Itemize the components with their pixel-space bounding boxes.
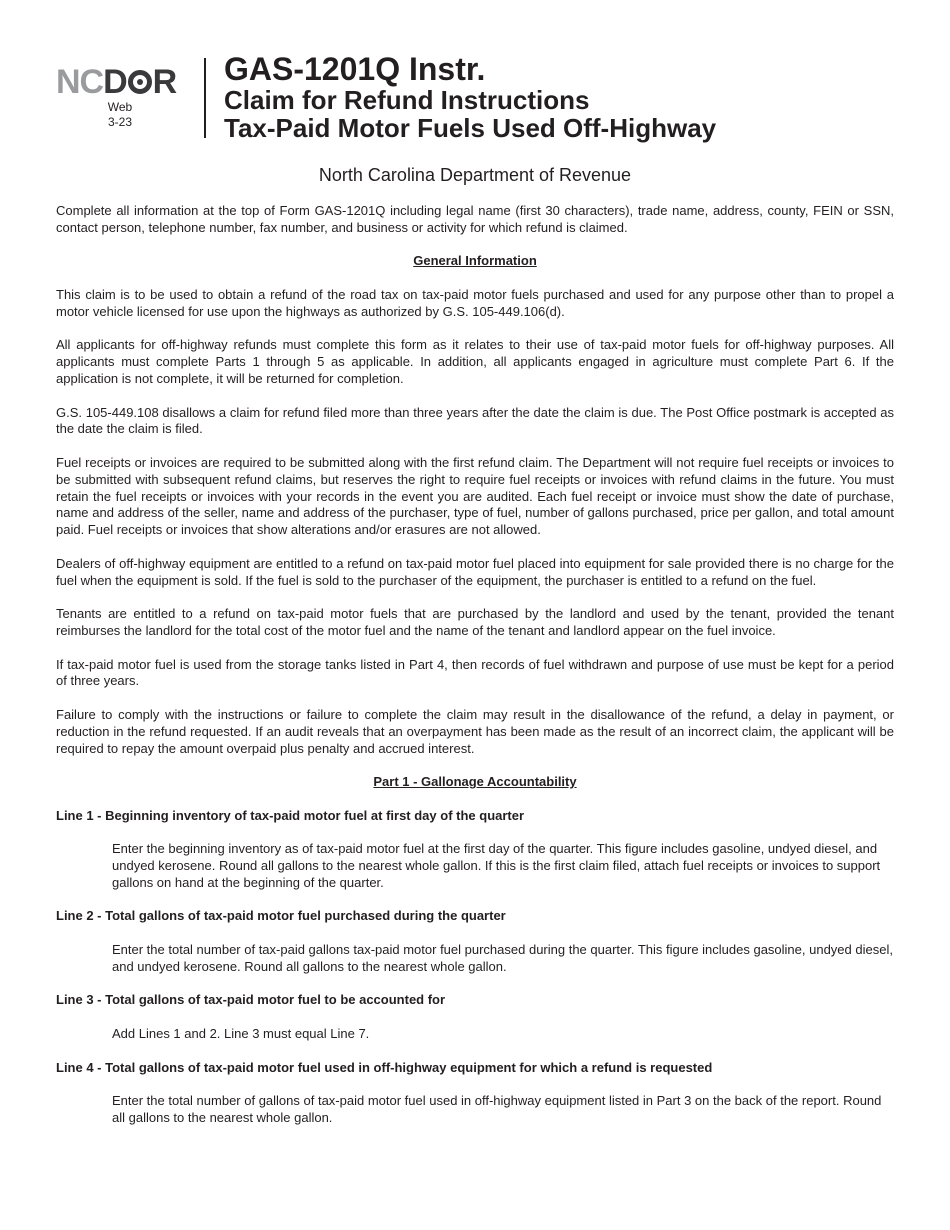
revision-label	[106, 100, 134, 130]
general-paragraph: All applicants for off-highway refunds must complete this form as it relates to their use of tax-paid motor fuels for off-highway purposes. All applicants must complete Parts 1 through 5 as applicable. In addition, all applicants engaged in agriculture must complete Part 6. If the application is not complete, it will be returned for completion.	[56, 337, 894, 386]
general-paragraph: Failure to comply with the instructions or failure to complete the claim may result in the disallowance of the refund, a delay in payment, or reduction in the refund requested. If an audit reveals that an overpayment has been made as the result of an incorrect claim, the applicant will be required to repay the amount overpaid plus penalty and accrued interest.	[56, 706, 894, 756]
general-paragraph: Tenants are entitled to a refund on tax-paid motor fuels that are purchased by the landlord and used by the tenant, provided the tenant reimburses the landlord for the total cost of the motor fuel and the name of the tenant and landlord appear on the fuel invoice.	[56, 606, 894, 638]
logo-nc: NC	[56, 63, 104, 101]
title-block	[224, 52, 716, 142]
line-3-text: Add Lines 1 and 2. Line 3 must equal Line 7.	[112, 1026, 370, 1042]
logo-wordmark	[56, 63, 186, 101]
line-2-text: Enter the total number of tax-paid gallons tax-paid motor fuel purchased during the quarter. This figure includes gasoline, undyed diesel, and undyed kerosene. Round all gallons to the nearest whole gallon.	[112, 942, 893, 974]
line-1-title: Line 1 - Beginning inventory of tax-paid motor fuel at first day of the quarter	[56, 807, 525, 823]
part1-heading: Part 1 - Gallonage Accountability	[373, 774, 577, 790]
line-2-title: Line 2 - Total gallons of tax-paid motor fuel purchased during the quarter	[56, 908, 506, 924]
general-paragraph: G.S. 105-449.108 disallows a claim for refund filed more than three years after the date the claim is due. The Post Office postmark is accepted as the date the claim is filed.	[56, 404, 894, 437]
form-subtitle-2: Tax-Paid Motor Fuels Used Off-Highway	[224, 113, 717, 143]
ncdor-logo	[56, 63, 186, 129]
intro-paragraph: Complete all information at the top of Form GAS-1201Q including legal name (first 30 characters), trade name, address, county, FEIN or SSN, contact person, telephone number, fax number, and business or activity for which refund is claimed.	[56, 203, 894, 235]
logo-d: D	[103, 63, 127, 101]
line-4-title: Line 4 - Total gallons of tax-paid motor fuel used in off-highway equipment for which a refund is requested	[56, 1059, 713, 1075]
general-paragraph: Fuel receipts or invoices are required to be submitted along with the first refund claim. The Department will not require fuel receipts or invoices to be submitted with subsequent refund claims, but reserves the right to require fuel receipts or invoices with refund claims in the future. You must retain the fuel receipts or invoices with your records in the event you are audited. Each fuel receipt or invoice must show the date of purchase, name and address of the seller, name and address of the purchaser, type of fuel, number of gallons purchased, price per gallon, and total amount paid. Fuel receipts or invoices that show alterations and/or erasures are not allowed.	[56, 454, 894, 538]
header-divider	[204, 58, 206, 138]
form-title: GAS-1201Q Instr.	[224, 51, 486, 87]
line-1-text: Enter the beginning inventory as of tax-paid motor fuel at the first day of the quarter. This figure includes gasoline, undyed diesel, and undyed kerosene. Round all gallons to the nearest whole gallon. If this is the first claim filed, attach fuel receipts or invoices to support gallons on hand at the beginning of the quarter.	[112, 841, 881, 890]
line-3-title: Line 3 - Total gallons of tax-paid motor fuel to be accounted for	[56, 992, 446, 1008]
logo-o-icon	[128, 70, 152, 94]
instructions-body	[56, 203, 894, 1144]
line-4-text: Enter the total number of gallons of tax-paid motor fuel used in off-highway equipment listed in Part 3 on the back of the report. Round all gallons to the nearest whole gallon.	[112, 1093, 882, 1126]
general-paragraph: This claim is to be used to obtain a refund of the road tax on tax-paid motor fuels purchased and used for any purpose other than to propel a motor vehicle licensed for use upon the highways as authorized by G.S. 105-449.106(d).	[56, 286, 894, 319]
logo-r: R	[152, 63, 177, 101]
form-subtitle-1: Claim for Refund Instructions	[224, 85, 590, 115]
department-name: North Carolina Department of Revenue	[318, 165, 632, 185]
general-information-heading: General Information	[413, 253, 537, 269]
web-text: Web	[107, 100, 133, 114]
general-paragraph: Dealers of off-highway equipment are entitled to a refund on tax-paid motor fuel placed into equipment for sale provided there is no charge for the fuel when the equipment is sold. If the fuel is sold to the purchaser of the equipment, the purchaser is entitled to a refund on the fuel.	[56, 555, 894, 588]
general-paragraph: If tax-paid motor fuel is used from the storage tanks listed in Part 4, then records of fuel withdrawn and purpose of use must be kept for a period of three years.	[56, 656, 894, 689]
revision-date: 3-23	[107, 115, 133, 129]
